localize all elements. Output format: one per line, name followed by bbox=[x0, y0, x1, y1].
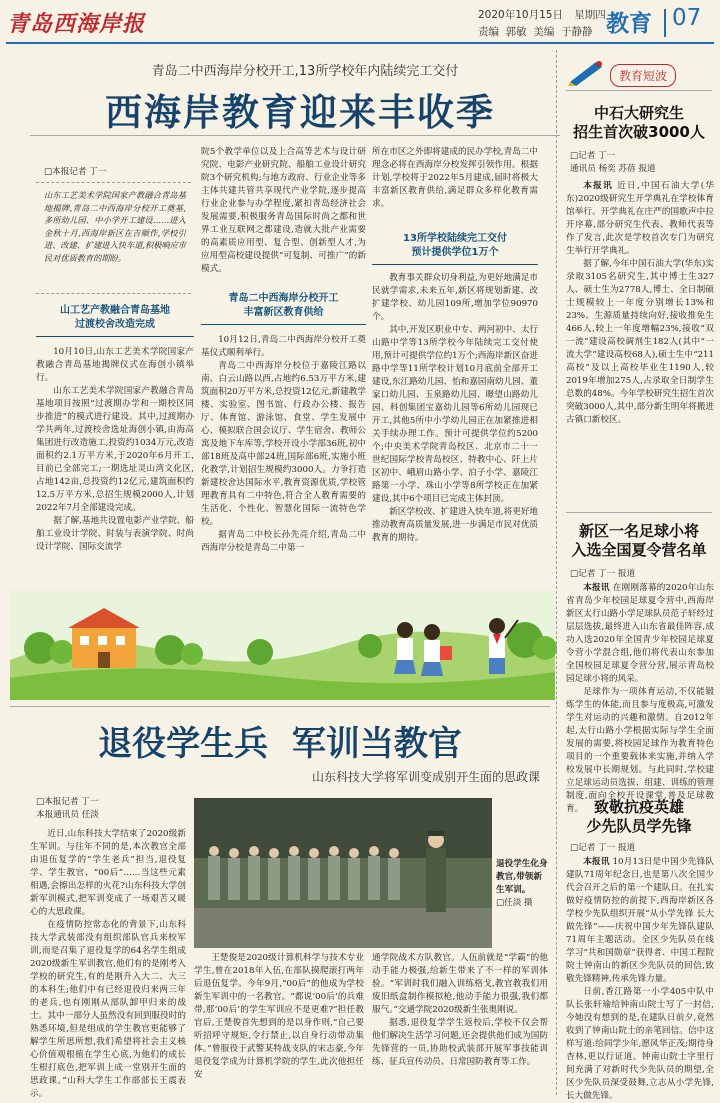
brief-divider bbox=[566, 788, 712, 789]
paragraph: 青岛二中西海岸分校位于嘉陵江路以南、白云山路以西,占地约6.53万平方米,建筑面积20万平方米,总投资12亿元,新建教学楼、实验室、图书馆、行政办公楼、报告厅、体育馆、游泳馆、食堂、学生发展中心、模拟联合国会议厅、学生宿舍、教师公寓及地下车库等,学校开设小学部36班,初中部18班及高中部24班,国际部6班,实施小班化教学,计划招生规模约3000人。力争打造新建校舍达国际水平,教育资源优质,学校管理教育具有二中特色,符合全人教育需要的生活化、个性化、智慧化国际一流特色学校。 bbox=[201, 361, 366, 527]
brief-header-rule bbox=[566, 90, 712, 91]
a1-kicker: 青岛二中西海岸分校开工,13所学校年内陆续完工交付 bbox=[151, 64, 459, 79]
lead-label: 本报讯 bbox=[583, 583, 610, 593]
section-divider bbox=[664, 9, 666, 37]
school-illustration bbox=[10, 590, 555, 700]
paragraph bbox=[566, 856, 714, 986]
paragraph: 10月10日,山东工艺美术学院国家产教融合青岛基地揭牌仪式在海创小镇举行。 bbox=[36, 347, 194, 383]
a1-col-3b bbox=[372, 272, 538, 594]
brief-2-byline: □记者 丁一 报道 bbox=[570, 569, 636, 579]
paragraph: 足球作为一项体育运动,不仅能锻炼学生的体能,而且参与度极高,可激发学生对运动的兴趣和激情。自2012年起,太行山路小学根据实际与学生全面发展的需要,将校园足球作为教育特色项目的一个重要载体来实施,并纳入学校发展中长期规划。与此同时,学校建立足球运动员选拔、组建、训练的管理制度,面向全校开设课堂,普及足球教育。 bbox=[566, 687, 714, 814]
paragraph: 教育事关群众切身利益,为更好地满足市民就学需求,未来五年,新区将规划新建、改扩建学校、幼儿园109所,增加学位90970个。 bbox=[372, 273, 539, 322]
paragraph-text: 10月13日是中国少先锋队建队71周年纪念日,也是第八次全国少代会召开之后的第一个建队日。在扎实做好疫情防控的前提下,西海岸新区各学校少先队组织开展“从小学先锋 长大做先锋”——庆祝中国少年先锋队建队71周年主题活动。全区少先队员在线学习“共和国勋章”获得者、中国工程院院士钟南山的新区少先队员的回信,致敬先锋精神,传承先锋力量。 bbox=[566, 857, 714, 984]
page-number: 07 bbox=[672, 5, 702, 31]
brief-2-body bbox=[566, 582, 714, 814]
a2-col-3 bbox=[372, 952, 548, 1092]
a2-byline bbox=[36, 796, 99, 822]
paragraph: 其中,开发区职业中专、两河初中、太行山路中学等13所学校今年陆续完工交付使用,预计可提供学位约1万个;西海岸新区奋进路中学等11所学校计划10月底前全部开工建设,东江路幼儿园、怡和嘉园南幼儿园、董家口幼儿园、玉泉路幼儿园、暻望山路幼儿园、科创集团宝嘉幼儿园等6所幼儿园现已开工,其他5所中小学幼儿园正在加紧推进相关手续办理工作。预计可提供学位约5200个;中央美术学院青岛校区、北京市二十一世纪国际学校青岛校区、特教中心、阡上片区初中、峨眉山路小学、泊子小学、嘉陵江路第一小学、珠山小学等8所学校正在加紧建设,其中6个项目已完成主体封顶。 bbox=[372, 325, 539, 504]
sidebar-divider bbox=[556, 50, 557, 1095]
a2-photo bbox=[194, 798, 492, 948]
a1-rule bbox=[30, 135, 560, 136]
masthead bbox=[0, 0, 720, 46]
brief-header bbox=[566, 58, 712, 88]
a2-subtitle: 山东科技大学将军训变成别开生面的思政课 bbox=[311, 770, 540, 784]
brief-2-title: 新区一名足球小将 入选全国夏令营名单 bbox=[571, 522, 707, 559]
brief-divider bbox=[566, 512, 712, 513]
a2-headline: 退役学生兵 军训当教官 bbox=[98, 724, 462, 764]
a1-subhead-2: 青岛二中西海岸分校开工 丰富新区教育供给 bbox=[201, 292, 366, 325]
brief-3-title: 致敬抗疫英雄 少先队员学先锋 bbox=[586, 798, 692, 835]
a1-col-2b bbox=[201, 334, 366, 594]
a2-top-rule bbox=[10, 706, 550, 707]
a1-col-3a bbox=[372, 146, 538, 230]
a2-col-2 bbox=[194, 952, 364, 1092]
paragraph: 通学院战术方队教官。人伍前就是“学霸”的他动手能力极强,给新生带来了不一样的军训体验。“军训时我们融入训练格戈,教官教我们用废旧纸盒制作模拟枪,他动手能力很强,我们都服气。”交通学院2020级新生张奥刚说。 bbox=[372, 953, 548, 1015]
paragraph: 新区学校改、扩建进入快车道,将更好地推动教育高质量发展,进一步满足市民对优质教育的期待。 bbox=[372, 507, 539, 543]
paragraph: 据了解,今年中国石油大学(华东)实录取3105名研究生,其中博士生327人、硕士生为2778人,博士、全日制硕士规模较上一年度分别增长13%和23%。生源质量持续向好,接收推免生466人,较上一年度增幅23%,接收“双一流”建设高校调剂生182人(其中“一流大学”建设高校68人),硕士生中“211高校”及以上高校毕业生1190人,较2019年增加275人,占录取全日制学生总数的48%。今年学校研究生招生首次突破3000人,其中,部分新生明年将搬进古镇口新校区。 bbox=[566, 259, 715, 425]
a1-intro: 山东工艺美术学院国家产教融合青岛基地揭牌,青岛二中西海岸分校开工奠基,多所幼儿园、中小学开工建设……进入金秋十月,西海岸新区在吉顺作,学校引进、改建、扩建进入快车道,积极响应市民对优质教育的期盼。 bbox=[44, 190, 186, 263]
a1-col-2a bbox=[201, 146, 366, 288]
issue-date bbox=[478, 7, 606, 22]
paragraph: 据青岛二中校长孙先亮介绍,青岛二中西海岸分校是青岛二中第一 bbox=[201, 530, 366, 553]
editors-credit: 责编 郭敏 美编 于静静 bbox=[478, 26, 593, 38]
lead-label: 本报讯 bbox=[583, 857, 610, 867]
a1-subhead-3: 13所学校陆续完工交付 预计提供学位1万个 bbox=[372, 232, 538, 265]
paper-logo: 青岛西海岸报 bbox=[7, 11, 146, 37]
paragraph-text: 近日,中国石油大学(华东)2020级研究生开学典礼在学校体育馆举行。开学典礼在庄严的国歌声中拉开序幕,部分研究生代表、教师代表等作了发言,此次是学校首次专门为研究生举行开学典礼。 bbox=[566, 181, 714, 256]
pen-icon bbox=[566, 58, 608, 90]
caption-text: 退役学生化身教官,带领新生军训。 bbox=[496, 859, 548, 895]
a1-headline: 西海岸教育迎来丰收季 bbox=[105, 91, 495, 134]
a2-photo-caption bbox=[496, 858, 550, 910]
byline-line: □记者 丁一 bbox=[570, 151, 616, 161]
paragraph-text: 在刚刚落幕的2020年山东省青岛少年校园足球夏令营中,西海岸新区太行山路小学足球队员范子轩经过层层选拔,最终进入山东省最佳阵容,成功入选2020年全国青少年校园足球夏令营小学混合组,他们将代表山东参加全国校园足球夏令营分营,展示青岛校园足球小将的风采。 bbox=[566, 583, 714, 684]
a1-subhead-1: 山工艺产教融合青岛基地 过渡校舍改造完成 bbox=[36, 304, 194, 337]
paragraph: 所在市区之外即将建成的民办学校,青岛二中理念必将在西海岸分校发挥引领作用。根据计划,学校将于2022年5月建成,届时将极大丰富新区教育供给,满足群众多样化教育需求。 bbox=[372, 147, 539, 209]
paragraph: 王楚俊是2020级计算机科学与技术专业学生,曾在2018年入伍,在部队摸爬滚打两年后退伍复学。今年9月,“00后”的他成为学校新生军训中的一名教官。“都说‘00后’的兵难带,那‘00后’的学生军训应不是更难?”担任教官后,王楚俊首先想到的是以身作则,“自己要听招呼守规矩,令行禁止,以自身行动带动集体。”曾服役于武警某特战支队的宋志豪,今年退役复学成为计算机学院的学生,此次他担任安 bbox=[194, 953, 364, 1080]
brief-1-byline bbox=[570, 150, 716, 176]
brief-header-label: 教育短波 bbox=[610, 64, 676, 87]
paragraph: 山东工艺美术学院国家产教融合青岛基地项目按照“过渡期办学和一期校区同步推进”的模式进行建设。其中,过渡期办学共两年,过渡校舍选址海创小镇,由海高集团进行改造施工,投资约1034万元,改造面积约2.1万平方米,于2020年6月开工,目前已全部完工;一期选址灵山湾文化区,占地142亩,总投资约12亿元,建筑面积约12.5万平方米,总招生规模2000人,计划2022年7月全部建设完成。 bbox=[36, 386, 194, 513]
caption-credit: □任淡 摄 bbox=[496, 898, 533, 908]
campus-scene-graphic bbox=[10, 590, 555, 700]
paragraph: 据悉,退役复学学生返校后,学校不仅会帮他们解决生活学习问题,还会提供他们成为国防先锋营的一员,协助校武装部开展军事技能训练、征兵宣传动员、日常国防教育等工作。 bbox=[372, 1018, 548, 1067]
byline-line: 本报通讯员 任淡 bbox=[36, 810, 99, 820]
brief-3-body bbox=[566, 856, 714, 1101]
paragraph bbox=[566, 180, 714, 258]
byline-line: 通讯员 杨奕 苏蓓 报道 bbox=[570, 164, 656, 174]
military-training-photo bbox=[194, 798, 492, 948]
paragraph: 近日,山东科技大学结束了2020级新生军训。与往年不同的是,本次教官全部由退伍复学的“学生老兵”担当,退役复学、学生教官、“00后”……当这些元素相遇,会擦出怎样的火花?山东科技大学创新军训模式,把军训变成了一场艰苦又暖心的大思政课。 bbox=[30, 829, 186, 917]
paragraph: 10月12日,青岛二中西海岸分校开工奠基仪式顺利举行。 bbox=[201, 335, 366, 358]
paragraph: 院5个教学单位以及上合高等艺术与设计研究院、电影产业研究院、船舶工业设计研究院3个研究机构;与地方政府、行业企业等多主体共建共管共享现代产业学院,逐步提高行业企业参与办学程度,紧扣青岛经济社会发展需要,积极服务青岛国际时尚之都和世界工业互联网之都建设,造就大批产业需要的高素质应用型、复合型、创新型人才,为应用型高校建设提供“可复制、可推广”的新模式。 bbox=[201, 147, 366, 274]
weekday-text: 星期四 bbox=[574, 9, 606, 21]
masthead-rule bbox=[6, 42, 714, 44]
byline-line: □本报记者 丁一 bbox=[36, 797, 99, 807]
brief-1-body bbox=[566, 180, 714, 504]
paragraph bbox=[566, 582, 714, 686]
a2-col-1 bbox=[30, 828, 186, 1099]
a1-byline: □本报记者 丁一 bbox=[44, 167, 107, 177]
section-label: 教育 bbox=[606, 11, 652, 37]
student-figure-1 bbox=[394, 622, 416, 674]
paragraph: 在疫情防控常态化的背景下,山东科技大学武装部没有组织部队官兵来校军训,而是召集了退役复学的64名学生组成2020级新生军训教官,他们有的是刚考入学校的研究生,有的是刚升入大二、大三的本科生;他们中有已经退役归来两三年的老兵,也有刚刚从部队卸甲归来的战士。其中一部分人虽然没有回到服役时的熟悉环境,但是组成的学生教官更能够了解学生所思所想,我们希望将社会主义核心价值观根植在学生心底,为他们的成长生根打底色,把军训上成一堂别开生面的思政课。”山科大学生工作部部长王震表示。 bbox=[30, 920, 186, 1099]
paragraph: 日前,香江路第一小学405中队中队长张轩瑜给钟南山院士写了一封信,今她没有想到的是,在建队日前夕,竟然收到了钟南山院士的亲笔回信。信中这样写道:给同学少年,愿风华正茂;期待身杏林,更以行证道。钟南山院士字里行间充满了对新时代少先队员的期望,全区少先队员深受鼓舞,立志从小学先锋,长大做先锋。 bbox=[566, 987, 714, 1101]
lead-label: 本报讯 bbox=[583, 181, 614, 191]
date-text: 2020年10月15日 bbox=[478, 9, 563, 21]
brief-3-byline: □记者 丁一 报道 bbox=[570, 843, 636, 853]
paragraph: 据了解,基地共设置电影产业学院、船舶工业设计学院、时装与表演学院、时尚设计学院、国际交流学 bbox=[36, 516, 194, 552]
a1-intro-box bbox=[36, 182, 191, 294]
brief-1-title: 中石大研究生 招生首次破3000人 bbox=[573, 104, 705, 141]
